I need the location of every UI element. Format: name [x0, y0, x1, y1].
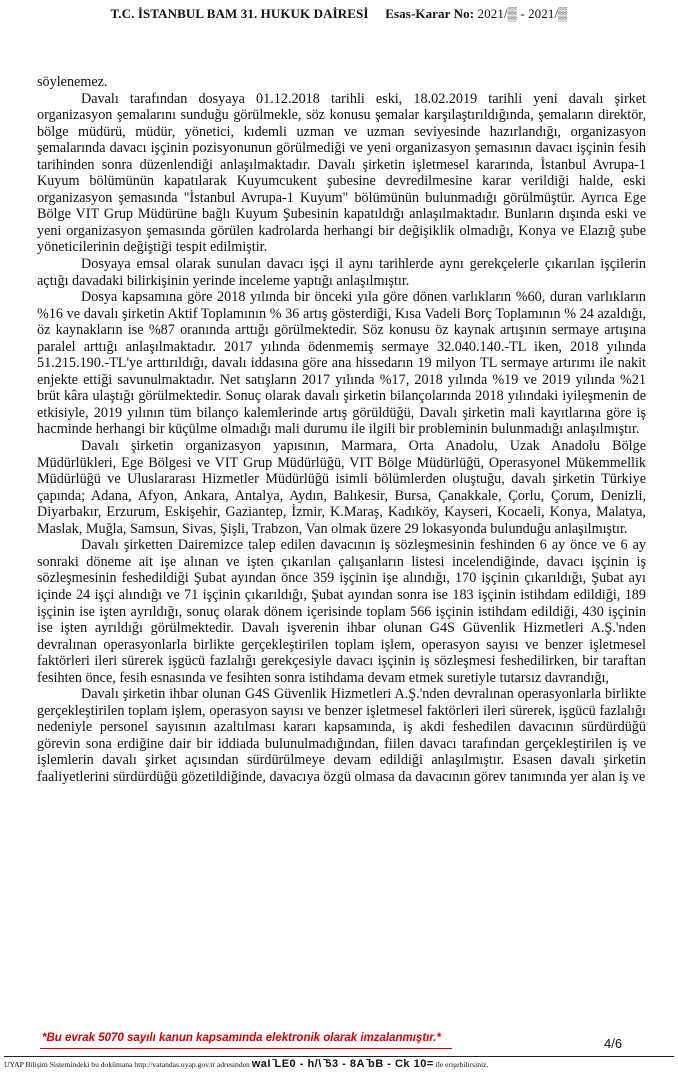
case-number-value: 2021/▒ - 2021/▒: [477, 6, 568, 21]
document-header: [0, 6, 678, 22]
court-name: T.C. İSTANBUL BAM 31. HUKUK DAİRESİ: [110, 6, 369, 21]
uyap-access-tail: ile erişebilirsiniz.: [435, 1060, 489, 1069]
paragraph: Davalı şirketin ihbar olunan G4S Güvenlik Hizmetleri A.Ş.'nden devralınan operasyonlarla birlikte gerçekleştirilen toplam işlem, operasyon sayısı ve benzer işletmesel faktörleri ileri sürerek, işgücü fazlalığı nedeniyle personel sayısının azaltılması kararı kapsamında, iş akdi feshedilen davacının sürdürdüğü görevin sona erdiğine dair bir iddiada bulunulmadığından, fiilen davacı tarafından gerçekleştirilen iş ve işlemlerin davalı şirket açısından sürdürülmeye devam edildiği anlaşılmıştır. Esasen davalı şirketin faaliyetlerini sürdürdüğü gözetildiğinde, davacıya özgü olmasa da davacının görev tanımında yer alan iş ve: [37, 686, 646, 785]
paragraph: Davalı şirketten Dairemizce talep edilen davacının iş sözleşmesinin feshinden 6 ay önce ve 6 ay sonraki döneme ait işe alınan ve işten çıkarılan çalışanların listesi incelendiğinde, davacı işçinin iş sözleşmesinin feshedildiği Şubat ayından önce 359 işçinin işe alındığı, 170 işçinin çıkarıldığı, Şubat ayı içinde 24 işçi alındığı ve 71 işçinin çıkarıldığı, Şubat ayından sonra ise 183 işçinin istihdam edildiği, 189 işçinin ise işten ayrıldığı, sonuç olarak dönem içerisinde toplam 566 işçinin istihdam edildiği, 430 işçinin ise işten ayrıldığı görülmektedir. Davalı işverenin ihbar olunan G4S Güvenlik Hizmetleri A.Ş.'nden devralınan operasyonlarla birlikte gerçekleştirilen toplam işlem, operasyon sayısı ve benzer işletmesel faktörleri ileri sürerek işgücü fazlalığı gerekçesiyle davacı işçinin iş sözleşmesi feshedilirken, bir taraftan fesihten önce, fesih esnasında ve fesihten sonra istihdama devam etmek suretiyle tutarsız davrandığı,: [37, 537, 646, 686]
footer-divider: [4, 1056, 674, 1057]
document-body: [37, 74, 646, 786]
case-number-label: Esas-Karar No:: [385, 6, 475, 21]
uyap-verification-code: waI ̄LE0 - h/\ ̄53 - 8A ̄bB - Ck 10=: [251, 1058, 434, 1070]
paragraph: Dosyaya emsal olarak sunulan davacı işçi il aynı tarihlerde aynı gerekçelerle çıkarılan işçilerin açtığı davadaki bilirkişinin yerinde inceleme yaptığı anlaşılmıştır.: [37, 256, 646, 289]
paragraph: söylenemez.: [37, 74, 108, 90]
signature-underline: [40, 1048, 452, 1049]
e-signature-notice: *Bu evrak 5070 sayılı kanun kapsamında elektronik olarak imzalanmıştır.*: [42, 1032, 441, 1044]
uyap-footer: [4, 1058, 674, 1070]
page-number: 4/6: [604, 1036, 623, 1051]
paragraph: Davalı tarafından dosyaya 01.12.2018 tarihli eski, 18.02.2019 tarihli yeni davalı şirket organizasyon şemalarını sunduğu görülmekle, söz konusu şemalar karşılaştırıldığında, şemaların direktör, bölge müdürü, müdür, yönetici, kıdemli uzman ve uzman seviyesinde hazırlandığı, organizasyon şemalarında davacı işçinin pozisyonunun görülmediği ve yeni organizasyon şemasının davacı işçinin fesih tarihinden sonra düzenlendiği anlaşılmaktadır. Davalı şirketin işletmesel kararında, İstanbul Avrupa-1 Kuyum bölümünün kapatılarak Kuyumcukent şubesine devredilmesine karar verildiği halde, eski organizasyon şemasında "İstanbul Avrupa-1 Kuyum" bölümünün bulunmadığı görülmüştür. Ayrıca Ege Bölge VIT Grup Müdürüne bağlı Kuyum Şubesinin kapatıldığı anlaşılmaktadır. Bunların dışında eski ve yeni organizasyon şemasında görülen kadrolarda herhangi bir değişiklik olmadığı, Konya ve Elazığ şube yöneticilerinin değiştiği tespit edilmiştir.: [37, 90, 646, 256]
paragraph: Dosya kapsamına göre 2018 yılında bir önceki yıla göre dönen varlıkların %60, duran varlıkların %16 ve davalı şirketin Aktif Toplamının % 36 artış gösterdiği, Kısa Vadeli Borç Toplamının % 24 azaldığı, öz kaynakların ise %87 oranında arttığı görülmektedir. Söz konusu öz kaynak artışının sermaye artışına paralel arttığı anlaşılmaktadır. 2017 yılında ödenmemiş sermaye 32.040.140.-TL iken, 2018 yılında 51.215.190.-TL'ye arttırıldığı, davalı iddasına göre ana hissedarın 19 milyon TL sermaye artırımı ile nakit enjekte ettiği savunulmaktadır. Net satışların 2017 yılında %17, 2018 yılında %19 ve 2019 yılında %21 brüt kâra ulaştığı görülmektedir. Sonuç olarak davalı şirketin bilançolarında 2018 yılındaki iyileşmenin de etkisiyle, 2019 yılının tüm bilanço kalemlerinde artış görüldüğü, Davalı şirketin mali kayıtlarına göre iş hacminde herhangi bir küçülme olmadığı mali durumu ile ilgili bir probleminin bulunmadığı anlaşılmıştır.: [37, 289, 646, 438]
paragraph: Davalı şirketin organizasyon yapısının, Marmara, Orta Anadolu, Uzak Anadolu Bölge Müdürlükleri, Ege Bölgesi ve VIT Grup Müdürlüğü, VIT Bölge Müdürlüğü, Operasyonel Mükemmellik Müdürlüğü ve Uluslararası Hizmetler Müdürlüğü isimli bölümlerden oluştuğu, davalı şirketin Türkiye çapında; Adana, Afyon, Ankara, Antalya, Aydın, Balıkesir, Bursa, Çanakkale, Çorlu, Çorum, Denizli, Diyarbakır, Erzurum, Eskişehir, Gaziantep, İzmir, K.Maraş, Kadıköy, Kayseri, Kocaeli, Konya, Malatya, Maslak, Muğla, Samsun, Sivas, Şişli, Trabzon, Van olmak üzere 29 lokasyonda bulunduğu anlaşılmıştır.: [37, 438, 646, 537]
uyap-access-text: UYAP Bilişim Sistemindeki bu dokümana http://vatandas.uyap.gov.tr adresinden: [4, 1060, 250, 1069]
